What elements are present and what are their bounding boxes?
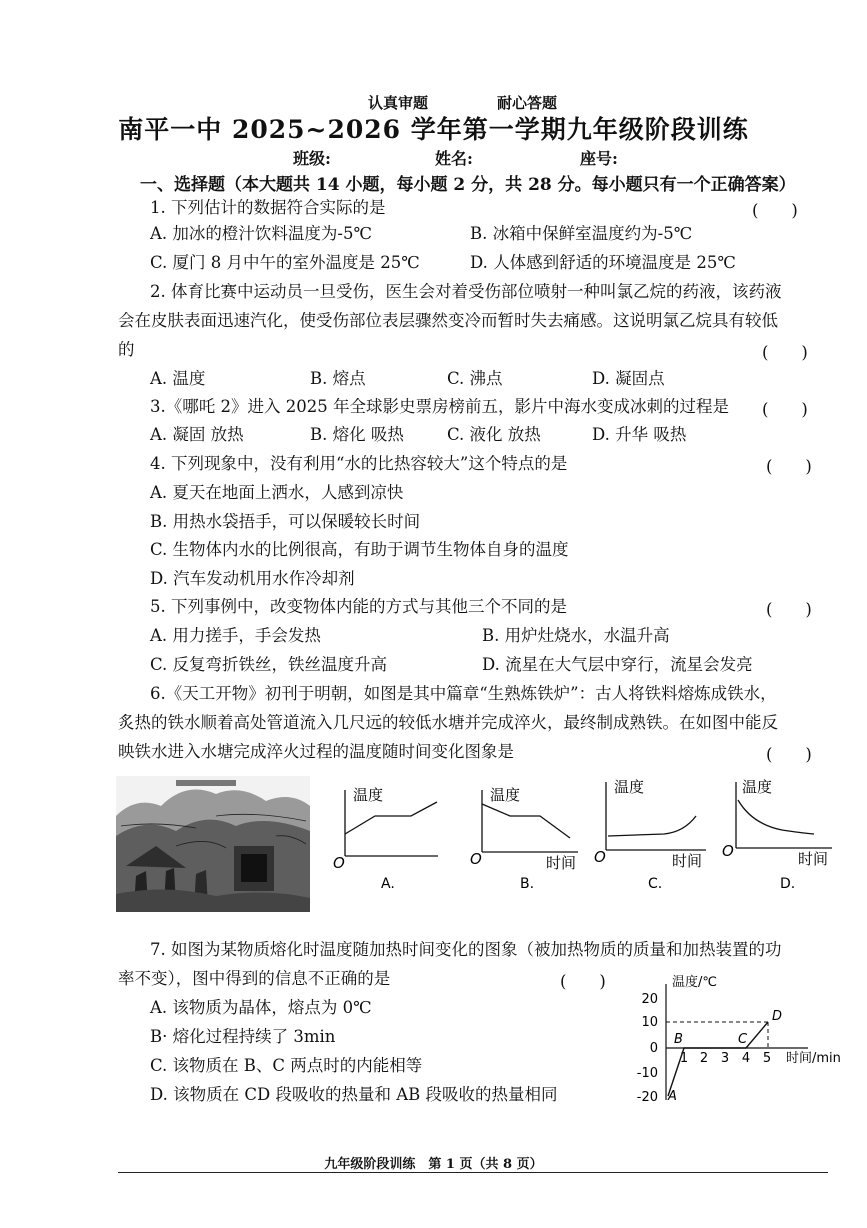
q1-option-a: A. 加冰的橙汁饮料温度为-5℃	[150, 224, 372, 243]
footer-divider	[118, 1172, 828, 1173]
q4-option-b: B. 用热水袋捂手，可以保暖较长时间	[150, 512, 421, 531]
q2-answer-blank: ( )	[762, 343, 808, 362]
xtick-4: 4	[741, 1051, 751, 1066]
ytick-neg20: -20	[636, 1090, 658, 1105]
q2-line2: 会在皮肤表面迅速汽化，使受伤部位表层骤然变冷而暂时失去痛感。这说明氯乙烷具有较低	[118, 311, 778, 330]
seat-label: 座号:	[580, 149, 618, 168]
q1-stem: 1. 下列估计的数据符合实际的是	[150, 198, 386, 217]
q2-option-d: D. 凝固点	[592, 369, 665, 388]
graph-a-origin: O	[333, 854, 345, 872]
ytick-0: 0	[649, 1041, 658, 1056]
q7-answer-blank: ( )	[560, 972, 606, 991]
q3-option-c: C. 液化 放热	[447, 425, 541, 444]
q5-option-b: B. 用炉灶烧水，水温升高	[482, 626, 670, 645]
q4-option-d: D. 汽车发动机用水作冷却剂	[150, 569, 355, 588]
graph-d-xlabel: 时间	[798, 850, 829, 868]
q5-answer-blank: ( )	[766, 600, 812, 619]
xtick-2: 2	[699, 1051, 709, 1066]
q3-stem: 3.《哪吒 2》进入 2025 年全球影史票房榜前五，影片中海水变成冰刺的过程是	[150, 397, 729, 416]
graph-c-ylabel: 温度	[614, 778, 645, 796]
page-title: 南平一中 2025~2026 学年第一学期九年级阶段训练	[118, 115, 749, 144]
graph-b-origin: O	[470, 850, 482, 868]
q7-line1: 7. 如图为某物质熔化时温度随加热时间变化的图象（被加热物质的质量和加热装置的功	[150, 940, 782, 959]
q7-option-a: A. 该物质为晶体，熔点为 0℃	[150, 998, 372, 1017]
page-footer: 九年级阶段训练 第 1 页（共 8 页）	[324, 1157, 543, 1172]
q2-line1: 2. 体育比赛中运动员一旦受伤，医生会对着受伤部位喷射一种叫氯乙烷的药液，该药液	[150, 282, 782, 301]
q6-line3: 映铁水进入水塘完成淬火过程的温度随时间变化图象是	[118, 742, 514, 761]
graph-a-ylabel: 温度	[353, 786, 384, 804]
q6-line1: 6.《天工开物》初刊于明朝，如图是其中篇章“生熟炼铁炉”：古人将铁料熔炼成铁水，	[150, 684, 777, 703]
q1-option-b: B. 冰箱中保鲜室温度约为-5℃	[470, 224, 693, 243]
motto-left: 认真审题	[368, 94, 429, 112]
q1-option-d: D. 人体感到舒适的环境温度是 25℃	[470, 253, 736, 272]
q7-option-c: C. 该物质在 B、C 两点时的内能相等	[150, 1056, 423, 1075]
graph-b-label: B.	[520, 876, 535, 892]
ytick-20: 20	[641, 992, 658, 1007]
ytick-10: 10	[641, 1015, 658, 1030]
xtick-5: 5	[762, 1051, 772, 1066]
q4-stem: 4. 下列现象中，没有利用“水的比热容较大”这个特点的是	[150, 454, 568, 473]
motto-right: 耐心答题	[497, 94, 558, 112]
class-label: 班级:	[293, 149, 331, 168]
q7-melting-graph	[628, 970, 853, 1110]
smelting-furnace-illustration	[116, 776, 310, 912]
graph-c-xlabel: 时间	[672, 852, 703, 870]
point-a-label: A	[668, 1089, 677, 1104]
q6-graph-c	[594, 776, 712, 892]
graph-c-origin: O	[594, 848, 606, 866]
point-d-label: D	[772, 1009, 783, 1024]
q7-option-d: D. 该物质在 CD 段吸收的热量和 AB 段吸收的热量相同	[150, 1085, 558, 1104]
q3-option-b: B. 熔化 吸热	[310, 425, 404, 444]
q2-line3: 的	[118, 340, 135, 359]
graph-d-label: D.	[780, 876, 796, 892]
q1-answer-blank: ( )	[752, 201, 798, 220]
q3-option-d: D. 升华 吸热	[592, 425, 687, 444]
q5-stem: 5. 下列事例中，改变物体内能的方式与其他三个不同的是	[150, 597, 567, 616]
q7-line2: 率不变），图中得到的信息不正确的是	[118, 969, 391, 988]
q6-line2: 炙热的铁水顺着高处管道流入几尺远的较低水塘并完成淬火，最终制成熟铁。在如图中能反	[118, 713, 778, 732]
xtick-1: 1	[679, 1051, 689, 1066]
q7-graph-xlabel: 时间/min	[786, 1051, 841, 1066]
q1-option-c: C. 厦门 8 月中午的室外温度是 25℃	[150, 253, 420, 272]
q2-option-c: C. 沸点	[447, 369, 503, 388]
ytick-neg10: -10	[636, 1066, 658, 1081]
q7-graph-ylabel: 温度/℃	[672, 975, 717, 990]
q6-graph-d	[722, 776, 837, 892]
q7-option-b: B· 熔化过程持续了 3min	[150, 1027, 336, 1046]
graph-b-ylabel: 温度	[490, 786, 521, 804]
q5-option-d: D. 流星在大气层中穿行，流星会发亮	[482, 655, 753, 674]
q4-answer-blank: ( )	[766, 457, 812, 476]
point-b-label: B	[674, 1032, 683, 1047]
graph-d-origin: O	[722, 842, 734, 860]
graph-a-label: A.	[381, 876, 395, 892]
name-label: 姓名:	[435, 149, 473, 168]
q6-graph-a	[333, 782, 443, 892]
q4-option-c: C. 生物体内水的比例很高，有助于调节生物体自身的温度	[150, 540, 569, 559]
graph-b-xlabel: 时间	[546, 854, 577, 872]
q5-option-a: A. 用力搓手，手会发热	[150, 626, 321, 645]
q5-option-c: C. 反复弯折铁丝，铁丝温度升高	[150, 655, 388, 674]
q6-answer-blank: ( )	[766, 745, 812, 764]
graph-c-label: C.	[648, 876, 663, 892]
q2-option-b: B. 熔点	[310, 369, 366, 388]
section-heading: 一、选择题（本大题共 14 小题，每小题 2 分，共 28 分。每小题只有一个正确答案）	[140, 175, 796, 195]
q4-option-a: A. 夏天在地面上洒水，人感到凉快	[150, 483, 404, 502]
q2-option-a: A. 温度	[150, 369, 206, 388]
graph-d-ylabel: 温度	[742, 778, 773, 796]
point-c-label: C	[738, 1032, 748, 1047]
q3-option-a: A. 凝固 放热	[150, 425, 244, 444]
xtick-3: 3	[720, 1051, 730, 1066]
q6-graph-b	[470, 782, 585, 892]
q3-answer-blank: ( )	[762, 400, 808, 419]
